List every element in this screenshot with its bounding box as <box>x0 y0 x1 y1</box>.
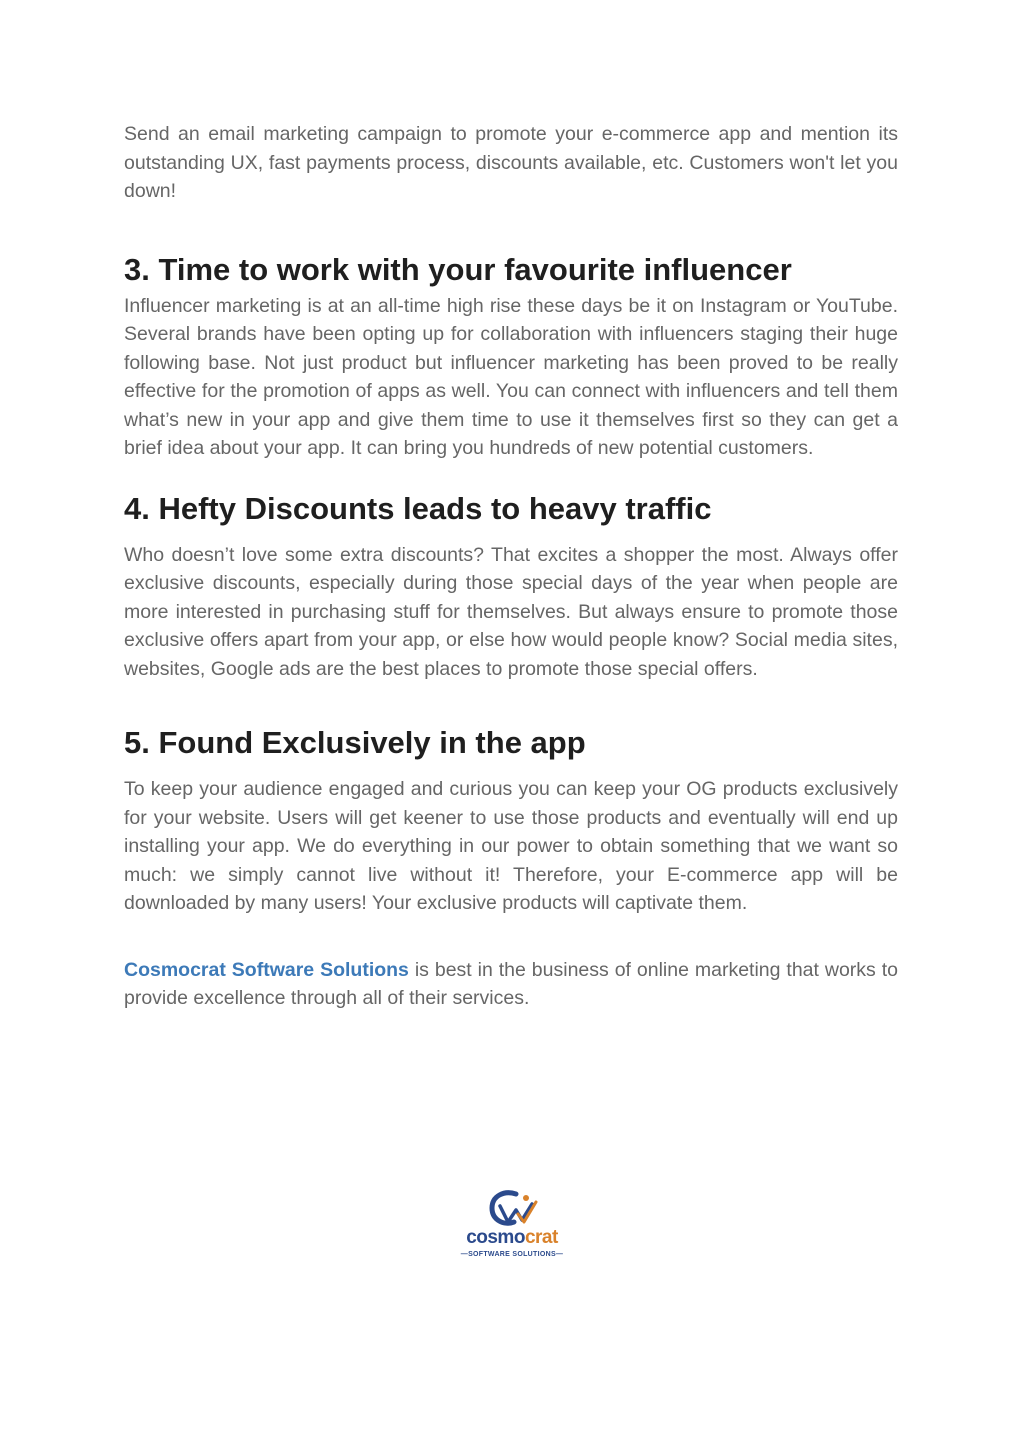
cosmocrat-logo <box>458 1188 566 1268</box>
section-heading-influencer: 3. Time to work with your favourite influencer <box>124 251 792 287</box>
closing-text: is best in the business of online marketing that works to provide excellence through all of their services. <box>124 958 898 1009</box>
section-heading-discounts: 4. Hefty Discounts leads to heavy traffic <box>124 490 712 526</box>
section-body-exclusive: To keep your audience engaged and curious you can keep your OG products exclusively for your website. Users will get keener to use those products and eventually will end up installing your app. We do everything in our power to obtain something that we want so much: we simply cannot live without it! Therefore, your E-commerce app will be downloaded by many users! Your exclusive products will captivate them. <box>124 778 898 914</box>
logo-subtitle: —SOFTWARE SOLUTIONS— <box>460 1251 564 1258</box>
logo-mark-icon <box>458 1188 566 1230</box>
closing-paragraph <box>124 956 898 1013</box>
cosmocrat-link[interactable]: Cosmocrat Software Solutions <box>124 958 409 981</box>
section-body-discounts: Who doesn’t love some extra discounts? That excites a shopper the most. Always offer exclusive discounts, especially during those special days of the year when people are more interested in purchasing stuff for themselves. But always ensure to promote those exclusive offers apart from your app, or else how would people know? Social media sites, websites, Google ads are the best places to promote those special offers. <box>124 543 898 680</box>
logo-wordmark: cosmocrat <box>466 1227 558 1248</box>
section-heading-exclusive: 5. Found Exclusively in the app <box>124 725 586 760</box>
document-page <box>124 120 898 1013</box>
intro-paragraph: Send an email marketing campaign to promote your e-commerce app and mention its outstanding UX, fast payments process, discounts available, etc. Customers won't let you down! <box>124 123 898 202</box>
section-body-influencer: Influencer marketing is at an all-time high rise these days be it on Instagram or YouTube. Several brands have been opting up for collaboration with influencers staging their huge following base. Not just product but influencer marketing has been proved to be really effective for the promotion of apps as well. You can connect with influencers and tell them what’s new in your app and give them time to use it themselves first so they can get a brief idea about your app. It can bring you hundreds of new potential customers. <box>124 294 898 459</box>
